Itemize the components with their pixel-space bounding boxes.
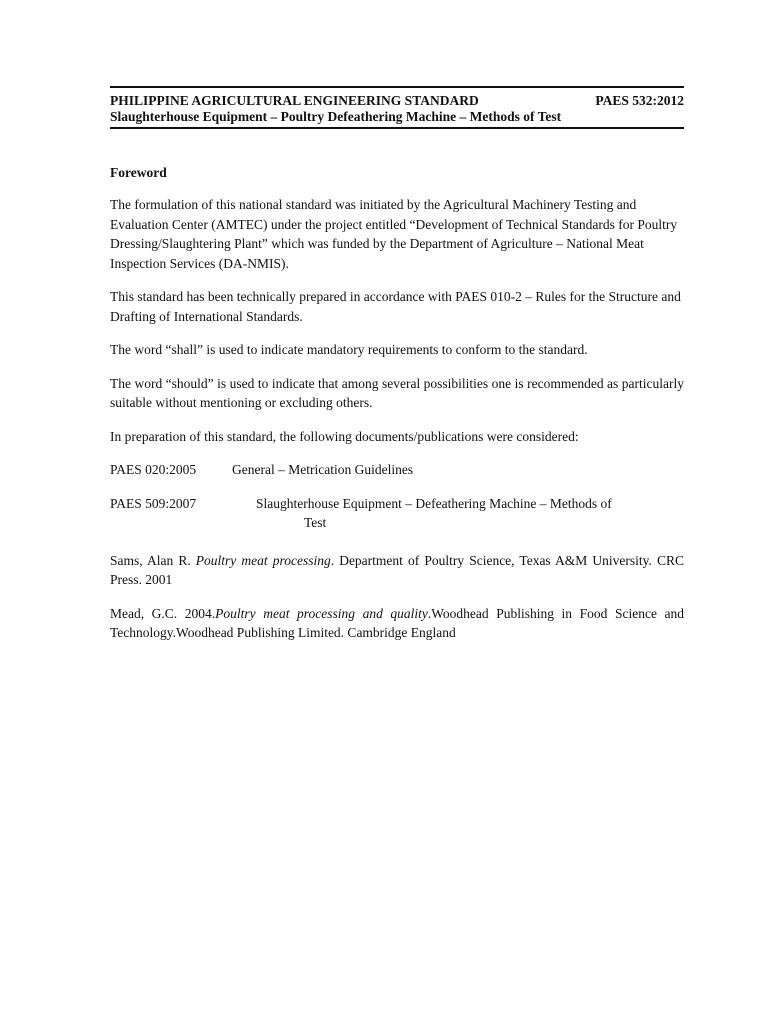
reference-title-continuation: Test [304,515,327,530]
reference-title: General – Metrication Guidelines [232,462,414,477]
header-bottom-rule [110,127,684,129]
citation-details: .Woodhead Publishing in Food Science and Technology.Woodhead Publishing Limited. Cambridge England [110,605,684,640]
citation-title: Poultry meat processing and quality [215,605,428,621]
foreword-paragraph: The word “should” is used to indicate that among several possibilities one is recommended as particularly suitable without mentioning or excluding others. [110,375,684,410]
foreword-paragraph: This standard has been technically prepared in accordance with PAES 010-2 – Rules for the Structure and Drafting of International Standards. [110,289,681,324]
citation-authors: Mead, G.C. 2004. [110,605,216,621]
foreword-heading: Foreword [110,165,167,180]
citation-title: Poultry meat processing [195,552,331,568]
citation [110,551,684,590]
reference-item [110,460,684,480]
reference-title-block [256,494,684,533]
foreword-paragraph: In preparation of this standard, the following documents/publications were considered: [110,428,579,444]
reference-item [110,494,684,533]
document-header [110,88,684,127]
reference-code: PAES 509:2007 [110,495,197,511]
foreword-paragraph: The formulation of this national standard was initiated by the Agricultural Machinery Testing and Evaluation Center (AMTEC) under the project entitled “Development of Technical Standards for Poultry Dressing/Slaughtering Plant” which was funded by the Department of Agriculture – National Meat Inspection Services (DA-NMIS). [110,197,678,271]
standard-code: PAES 532:2012 [595,93,684,108]
citation-details: . Department of Poultry Science, Texas A&M University. CRC Press. 2001 [110,552,684,587]
document-page [110,86,684,643]
citation [110,604,684,643]
foreword-paragraph: The word “shall” is used to indicate mandatory requirements to conform to the standard. [110,342,588,357]
reference-code: PAES 020:2005 [110,462,197,477]
standard-org-title: PHILIPPINE AGRICULTURAL ENGINEERING STANDARD [110,93,479,108]
header-title-row [110,93,684,109]
citation-authors: Sams, Alan R. [110,552,196,568]
reference-title: Slaughterhouse Equipment – Defeathering Machine – Methods of [256,495,612,511]
standard-subtitle: Slaughterhouse Equipment – Poultry Defeathering Machine – Methods of Test [110,109,562,124]
